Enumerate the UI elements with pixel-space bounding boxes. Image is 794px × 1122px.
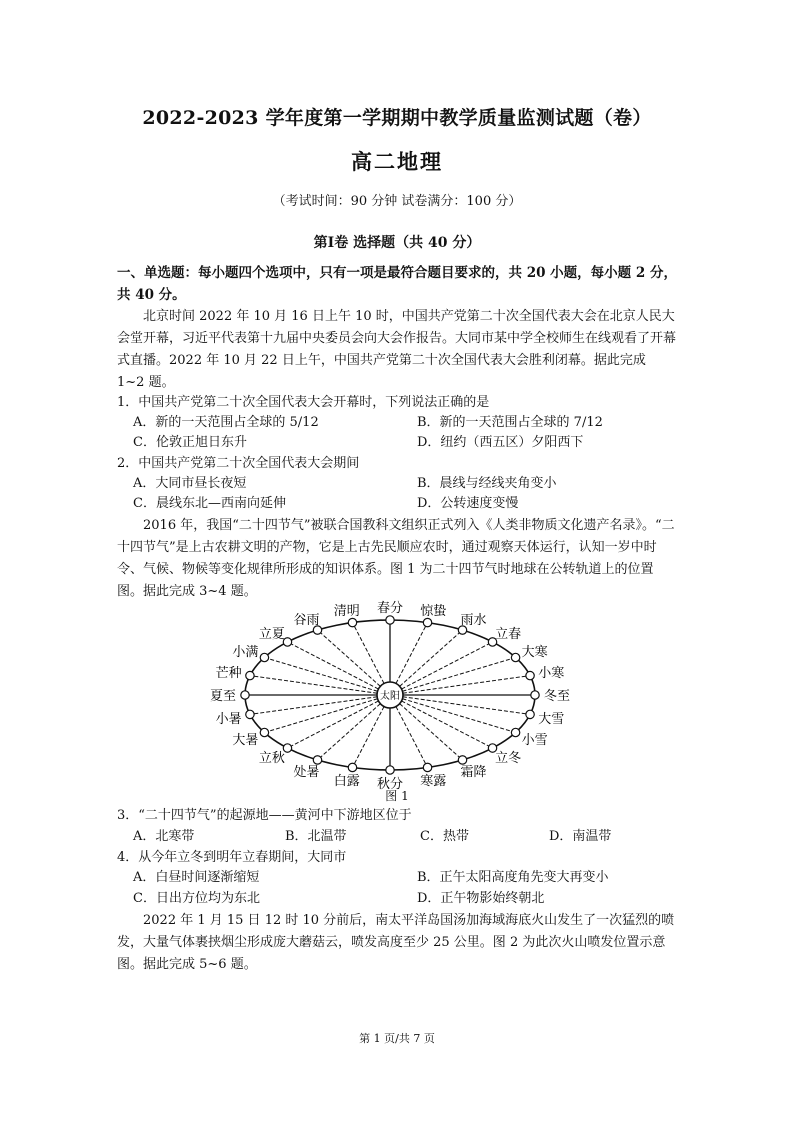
solar-term-label: 大雪 <box>538 711 565 727</box>
term-position-dot <box>386 616 394 624</box>
term-position-dot <box>386 766 394 774</box>
radius-line <box>264 658 377 692</box>
question-4-option-a: A．白昼时间逐渐缩短 <box>133 870 260 885</box>
solar-term-label: 小雪 <box>521 733 548 748</box>
term-position-dot <box>526 710 534 718</box>
solar-term-label: 立冬 <box>495 751 522 767</box>
question-3-option-d: D．南温带 <box>549 829 612 844</box>
question-2-stem: 2．中国共产党第二十次全国代表大会期间 <box>117 456 360 471</box>
question-3-option-c: C．热带 <box>420 829 469 844</box>
question-1-option-c: C．伦敦正旭日东升 <box>133 435 247 450</box>
radius-line <box>264 699 377 733</box>
question-4-option-b: B．正午太阳高度角先变大再变小 <box>417 870 609 885</box>
term-position-dot <box>511 728 519 736</box>
term-position-dot <box>241 691 249 699</box>
radius-line <box>318 630 381 686</box>
term-position-dot <box>423 618 431 626</box>
section-title: 第I卷 选择题（共 40 分） <box>313 235 481 251</box>
solar-term-label: 夏至 <box>209 689 237 704</box>
term-position-dot <box>423 763 431 771</box>
radius-line <box>352 623 384 684</box>
solar-term-label: 清明 <box>333 603 360 619</box>
solar-term-label: 处暑 <box>293 765 320 781</box>
radius-line <box>287 642 378 689</box>
question-2-option-b: B．晨线与经线夹角变小 <box>417 476 557 491</box>
solar-term-label: 大寒 <box>521 645 548 660</box>
question-1-option-d: D．纽约（西五区）夕阳西下 <box>417 435 584 450</box>
radius-line <box>402 699 515 733</box>
solar-term-label: 雨水 <box>460 612 487 628</box>
page-footer: 第 1 页/共 7 页 <box>359 1032 435 1045</box>
solar-term-label: 谷雨 <box>293 612 320 628</box>
radius-line <box>250 676 377 694</box>
question-3-stem: 3．“二十四节气”的起源地——黄河中下游地区位于 <box>117 808 412 823</box>
question-4-option-d: D．正午物影始终朝北 <box>417 891 545 906</box>
question-3-option-a: A．北寒带 <box>133 829 195 844</box>
solar-term-label: 惊蛰 <box>420 603 447 619</box>
radius-line <box>396 707 428 768</box>
radius-line <box>402 642 493 689</box>
solar-term-label: 立夏 <box>258 626 285 642</box>
solar-term-label: 立秋 <box>258 751 285 767</box>
question-2-option-d: D．公转速度变慢 <box>417 496 519 511</box>
term-position-dot <box>458 756 466 764</box>
page-title: 2022-2023 学年度第一学期期中教学质量监测试题（卷） <box>142 107 652 129</box>
term-position-dot <box>348 618 356 626</box>
term-position-dot <box>313 756 321 764</box>
figure-1-caption: 图 1 <box>385 789 409 803</box>
passage-1: 北京时间 2022 年 10 月 16 日上午 10 时，中国共产党第二十次全国代表大会在北京人民大会堂开幕，习近平代表第十九届中央委员会向大会作报告。大同市某中学全校师生在线观看了开幕式直播。2022 年 10 月 22 日上午，中国共产党第二十次全国代表大会胜利闭幕。据此完成 1~2 题。 <box>117 309 677 390</box>
radius-line <box>402 701 493 748</box>
question-2-option-a: A．大同市昼长夜短 <box>133 476 247 491</box>
passage-2: 2016 年，我国“二十四节气”被联合国教科文组织正式列入《人类非物质文化遗产名录》。“二十四节气”是上古农耕文明的产物，它是上古先民顺应农时，通过观察天体运行，认知一岁中时令、气候、物候等变化规律所形成的知识体系。图 1 为二十四节气时地球在公转轨道上的位置图。据此完成 3~4 题。 <box>117 518 675 599</box>
radius-line <box>396 623 428 684</box>
exam-info: （考试时间：90 分钟 试卷满分：100 分） <box>272 194 522 209</box>
question-1-option-b: B．新的一天范围占全球的 7/12 <box>417 415 603 430</box>
radius-line <box>352 707 384 768</box>
question-2-option-c: C．晨线东北—西南向延伸 <box>133 496 286 511</box>
term-position-dot <box>246 671 254 679</box>
term-position-dot <box>511 653 519 661</box>
solar-term-label: 立春 <box>495 626 522 642</box>
question-1-option-a: A．新的一天范围占全球的 5/12 <box>133 415 319 430</box>
radius-line <box>400 630 463 686</box>
solar-term-label: 小暑 <box>215 711 242 727</box>
figure-1-orbit-diagram <box>200 600 600 792</box>
term-position-dot <box>348 763 356 771</box>
solar-term-label: 霜降 <box>460 765 487 781</box>
solar-term-label: 秋分 <box>376 777 404 792</box>
question-4-stem: 4．从今年立冬到明年立春期间，大同市 <box>117 850 347 865</box>
radius-line <box>318 704 381 760</box>
solar-term-label: 小满 <box>232 645 259 660</box>
radius-line <box>250 697 377 715</box>
solar-term-label: 大暑 <box>232 733 259 748</box>
solar-term-label: 白露 <box>333 774 360 790</box>
radius-line <box>403 697 530 715</box>
radius-line <box>400 704 463 760</box>
solar-term-label: 寒露 <box>420 774 447 790</box>
subject-title: 高二地理 <box>351 149 443 174</box>
solar-term-label: 冬至 <box>543 689 571 704</box>
question-3-option-b: B．北温带 <box>285 829 347 844</box>
question-4-option-c: C．日出方位均为东北 <box>133 891 260 906</box>
radius-line <box>403 676 530 694</box>
section-instruction: 一、单选题：每小题四个选项中，只有一项是最符合题目要求的，共 20 小题，每小题 2 分，共 40 分。 <box>117 265 677 303</box>
term-position-dot <box>260 653 268 661</box>
question-1-stem: 1．中国共产党第二十次全国代表大会开幕时，下列说法正确的是 <box>117 395 490 410</box>
term-position-dot <box>526 671 534 679</box>
passage-3: 2022 年 1 月 15 日 12 时 10 分前后，南太平洋岛国汤加海域海底火山发生了一次猛烈的喷发，大量气体裹挟烟尘形成庞大蘑菇云，喷发高度至少 25 公里。图 2 为此次火山喷发位置示意图。据此完成 5~6 题。 <box>117 913 675 972</box>
term-position-dot <box>531 691 539 699</box>
term-position-dot <box>260 728 268 736</box>
term-position-dot <box>246 710 254 718</box>
solar-term-label: 小寒 <box>538 666 565 682</box>
radius-line <box>402 658 515 692</box>
solar-term-label: 芒种 <box>215 666 242 682</box>
sun-label: 太阳 <box>380 691 400 702</box>
radius-line <box>287 701 378 748</box>
solar-term-label: 春分 <box>376 601 404 616</box>
